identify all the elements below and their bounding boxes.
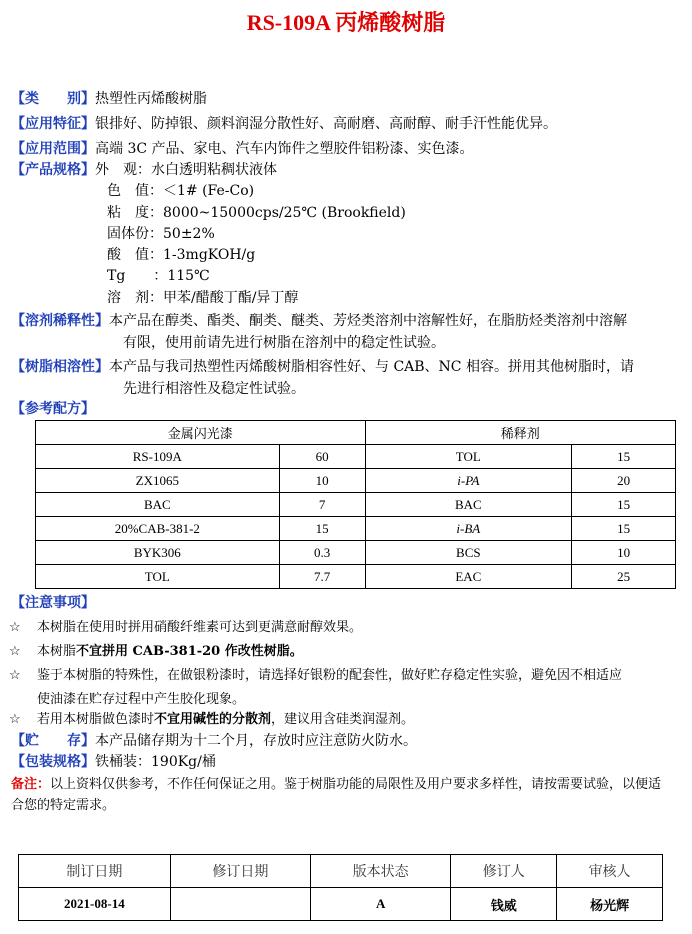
spec-item [107, 266, 210, 286]
table-cell: 15 [572, 493, 676, 517]
table-cell: i-BA [365, 517, 572, 541]
table-cell: 7 [279, 493, 365, 517]
table-cell: 0.3 [279, 541, 365, 565]
note-item [9, 617, 362, 639]
table-cell: 10 [572, 541, 676, 565]
star-icon: ☆ [9, 668, 21, 683]
features-row [11, 114, 557, 134]
table-cell: 7.7 [279, 565, 365, 589]
table-cell: BAC [36, 493, 280, 517]
spec-value: 甲苯/醋酸丁酯/异丁醇 [163, 290, 299, 306]
spec-value: 50±2% [163, 226, 215, 242]
revision-header: 修订日期 [170, 855, 310, 888]
dilution-label: 【溶剂稀释性】 [11, 313, 109, 329]
revision-value: A [311, 888, 451, 921]
application-value: 高端 3C 产品、家电、汽车内饰件之塑胶件铝粉漆、实色漆。 [95, 141, 474, 157]
features-value: 银排好、防掉银、颜料润湿分散性好、高耐磨、高耐醇、耐手汗性能优异。 [95, 116, 557, 132]
remark-text: 以上资料仅供参考，不作任何保证之用。鉴于树脂功能的局限性及用户要求多样性，请按需要试验，以便适合您的特定需求。 [11, 777, 662, 813]
revision-value-row [19, 888, 663, 921]
table-cell: 15 [572, 517, 676, 541]
note-text: 鉴于本树脂的特殊性，在做银粉漆时，请选择好银粉的配套性，做好贮存稳定性实验，避免因不相适应 [37, 668, 623, 683]
note-continuation: 使油漆在贮存过程中产生胶化现象。 [37, 692, 246, 707]
formula-table [35, 420, 676, 589]
revision-value: 2021-08-14 [19, 888, 171, 921]
category-value: 热塑性丙烯酸树脂 [95, 91, 207, 107]
star-icon: ☆ [9, 644, 21, 659]
note-bold-text: 不宜拼用 CAB-381-20 作改性树脂。 [76, 644, 303, 659]
storage-row [11, 731, 417, 751]
dilution-line1: 本产品在醇类、酯类、酮类、醚类、芳烃类溶剂中溶解性好，在脂肪烃类溶剂中溶解 [109, 313, 627, 329]
spec-item [107, 288, 298, 308]
star-icon: ☆ [9, 712, 21, 727]
table-cell: TOL [36, 565, 280, 589]
page-title: RS-109A 丙烯酸树脂 [246, 10, 446, 35]
table-cell: ZX1065 [36, 469, 280, 493]
table-cell: 20 [572, 469, 676, 493]
table-cell: EAC [365, 565, 572, 589]
remark-label: 备注： [11, 777, 51, 792]
specs-row [11, 160, 277, 180]
table-row [36, 445, 676, 469]
formula-label: 【参考配方】 [11, 401, 95, 417]
note-item [9, 709, 414, 731]
table-cell: i-PA [365, 469, 572, 493]
revision-header: 审核人 [557, 855, 663, 888]
table-row [36, 541, 676, 565]
spec-value: 115℃ [167, 268, 210, 284]
application-label: 【应用范围】 [11, 141, 95, 157]
spec-name: 溶 剂： [107, 290, 163, 306]
note-text: 若用本树脂做色漆时 [37, 712, 155, 727]
application-row [11, 139, 474, 159]
notes-heading [11, 593, 95, 613]
table-cell: 25 [572, 565, 676, 589]
spec-value: 1-3mgKOH/g [163, 247, 256, 263]
storage-label: 【贮 存】 [11, 733, 95, 749]
table-row [36, 565, 676, 589]
table-cell: BCS [365, 541, 572, 565]
spec-name: 色 值： [107, 183, 163, 199]
packaging-row [11, 752, 216, 772]
left-header: 金属闪光漆 [36, 421, 366, 445]
dilution-section [11, 310, 681, 332]
category-label: 【类 别】 [11, 91, 95, 107]
specs-label: 【产品规格】 [11, 162, 95, 178]
compat-label: 【树脂相溶性】 [11, 359, 109, 375]
note-text: 本树脂 [37, 644, 77, 659]
dilution-line2: 有限，使用前请先进行树脂在溶剂中的稳定性试验。 [123, 335, 445, 351]
revision-table [18, 854, 663, 921]
table-cell: 20%CAB-381-2 [36, 517, 280, 541]
spec-item [107, 203, 406, 223]
table-row [36, 517, 676, 541]
table-cell: 15 [572, 445, 676, 469]
storage-value: 本产品储存期为十二个月，存放时应注意防火防水。 [95, 733, 417, 749]
compat-line1: 本产品与我司热塑性丙烯酸树脂相容性好、与 CAB、NC 相容。拼用其他树脂时，请 [109, 359, 634, 375]
spec-value: 8000~15000cps/25℃ (Brookfield) [163, 205, 406, 221]
revision-header: 制订日期 [19, 855, 171, 888]
note-text: 本树脂在使用时拼用硝酸纤维素可达到更满意耐醇效果。 [37, 620, 363, 635]
spec-name: 酸 值： [107, 247, 163, 263]
table-cell: 60 [279, 445, 365, 469]
revision-value: 杨光辉 [557, 888, 663, 921]
revision-value: 钱威 [451, 888, 557, 921]
note-item [9, 641, 303, 663]
compat-section [11, 356, 681, 378]
note-bold-text: 不宜用碱性的分散剂 [154, 712, 272, 727]
table-cell: TOL [365, 445, 572, 469]
remark [11, 774, 671, 816]
formula-heading [11, 399, 95, 419]
revision-value [170, 888, 310, 921]
table-header-row [36, 421, 676, 445]
table-row [36, 493, 676, 517]
revision-header: 版本状态 [311, 855, 451, 888]
spec-name: 粘 度： [107, 205, 163, 221]
table-cell: 15 [279, 517, 365, 541]
packaging-label: 【包装规格】 [11, 754, 95, 770]
compat-line2: 先进行相溶性及稳定性试验。 [123, 381, 305, 397]
spec-value: 水白透明粘稠状液体 [151, 162, 277, 178]
spec-item [107, 181, 254, 201]
packaging-value: 铁桶装：190Kg/桶 [95, 754, 216, 770]
note-text: ，建议用含硅类润湿剂。 [271, 712, 415, 727]
note-item [9, 665, 622, 687]
spec-name: 外 观： [95, 162, 151, 178]
notes-label: 【注意事项】 [11, 595, 95, 611]
spec-item [107, 245, 255, 265]
spec-name: 固体份： [107, 226, 163, 242]
table-cell: 10 [279, 469, 365, 493]
spec-item [107, 224, 215, 244]
revision-header: 修订人 [451, 855, 557, 888]
revision-header-row [19, 855, 663, 888]
spec-name: Tg ： [107, 268, 168, 284]
table-cell: BYK306 [36, 541, 280, 565]
category-row [11, 89, 207, 109]
spec-value: ＜1# (Fe-Co) [163, 183, 255, 199]
table-cell: BAC [365, 493, 572, 517]
right-header: 稀释剂 [365, 421, 676, 445]
features-label: 【应用特征】 [11, 116, 95, 132]
table-row [36, 469, 676, 493]
star-icon: ☆ [9, 620, 21, 635]
table-cell: RS-109A [36, 445, 280, 469]
